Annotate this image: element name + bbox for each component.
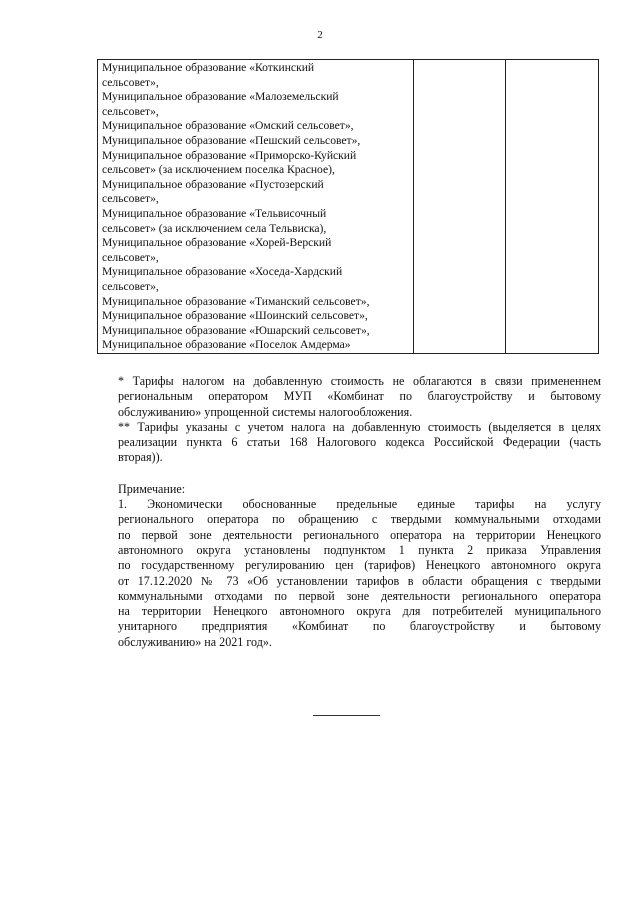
text-line: 1. Экономически обоснованные предельные единые тарифы на услугу <box>118 497 601 512</box>
municipality-line: Муниципальное образование «Тиманский сельсовет», <box>102 294 370 308</box>
municipality-cell <box>98 60 414 354</box>
municipality-line: Муниципальное образование «Хоседа-Хардский <box>102 265 343 279</box>
text-line: регионального оператора по обращению с твердыми коммунальными отходами <box>118 512 601 527</box>
municipality-line: сельсовет» (за исключением поселка Красное), <box>102 163 335 177</box>
text-line: на территории Ненецкого автономного округа для потребителей муниципального <box>118 604 601 619</box>
spacer <box>118 466 601 482</box>
text-line: автономного округа установлены подпунктом 1 пункта 2 приказа Управления <box>118 542 601 557</box>
table-row <box>98 60 599 354</box>
municipality-line: сельсовет», <box>102 192 159 206</box>
note-heading <box>118 482 601 497</box>
municipality-line: Муниципальное образование «Тельвисочный <box>102 206 327 220</box>
municipality-line: Муниципальное образование «Приморско-Куйский <box>102 148 357 162</box>
text-line: обслуживанию» упрощенной системы налогообложения. <box>118 404 413 419</box>
municipality-line: сельсовет», <box>102 75 159 89</box>
tariff-cell-2 <box>506 60 599 354</box>
municipality-line: Муниципальное образование «Пешский сельсовет», <box>102 133 361 147</box>
text-line: по государственному регулированию цен (тарифов) Ненецкого автономного округа <box>118 558 601 573</box>
municipality-line: сельсовет», <box>102 279 159 293</box>
text-line: реализации пункта 6 статьи 168 Налогового кодекса Российской Федерации (часть <box>118 435 601 450</box>
municipality-line: сельсовет», <box>102 250 159 264</box>
municipality-line: сельсовет», <box>102 104 159 118</box>
notes-block <box>118 374 601 650</box>
municipality-line: Муниципальное образование «Пустозерский <box>102 177 324 191</box>
text-line: унитарного предприятия «Комбинат по благоустройству и бытовому <box>118 619 601 634</box>
municipality-line: Муниципальное образование «Малоземельский <box>102 90 339 104</box>
municipality-line: Муниципальное образование «Омский сельсовет», <box>102 119 354 133</box>
text-line: коммунальными отходами по первой зоне деятельности регионального оператора <box>118 588 601 603</box>
municipality-line: Муниципальное образование «Хорей-Верский <box>102 236 332 250</box>
text-line: ** Тарифы указаны с учетом налога на добавленную стоимость (выделяется в целях <box>118 419 601 434</box>
municipality-line: сельсовет» (за исключением села Тельвиска), <box>102 221 327 235</box>
text-line: обслуживанию» на 2021 год». <box>118 634 272 649</box>
municipality-line: Муниципальное образование «Юшарский сельсовет», <box>102 323 370 337</box>
municipality-line: Муниципальное образование «Поселок Амдерма» <box>102 338 351 352</box>
footnote-vat-exempt <box>118 374 601 420</box>
text-line: от 17.12.2020 № 73 «Об установлении тарифов в области обращения с твердыми <box>118 573 601 588</box>
note-item-1 <box>118 497 601 650</box>
footnote-vat-included <box>118 420 601 466</box>
municipality-line: Муниципальное образование «Шоинский сельсовет», <box>102 309 368 323</box>
municipality-line: Муниципальное образование «Коткинский <box>102 61 315 74</box>
separator-line <box>313 715 380 716</box>
text-line: * Тарифы налогом на добавленную стоимость не облагаются в связи примененнем <box>118 374 601 388</box>
text-line: по первой зоне деятельности регионального оператора на территории Ненецкого <box>118 527 601 542</box>
text-line: вторая)). <box>118 450 163 465</box>
tariff-cell-1 <box>413 60 506 354</box>
text-line: Примечание: <box>118 481 186 496</box>
page-number: 2 <box>317 29 323 41</box>
text-line: региональным оператором МУП «Комбинат по благоустройству и бытовому <box>118 389 601 404</box>
tariff-table <box>97 59 599 354</box>
